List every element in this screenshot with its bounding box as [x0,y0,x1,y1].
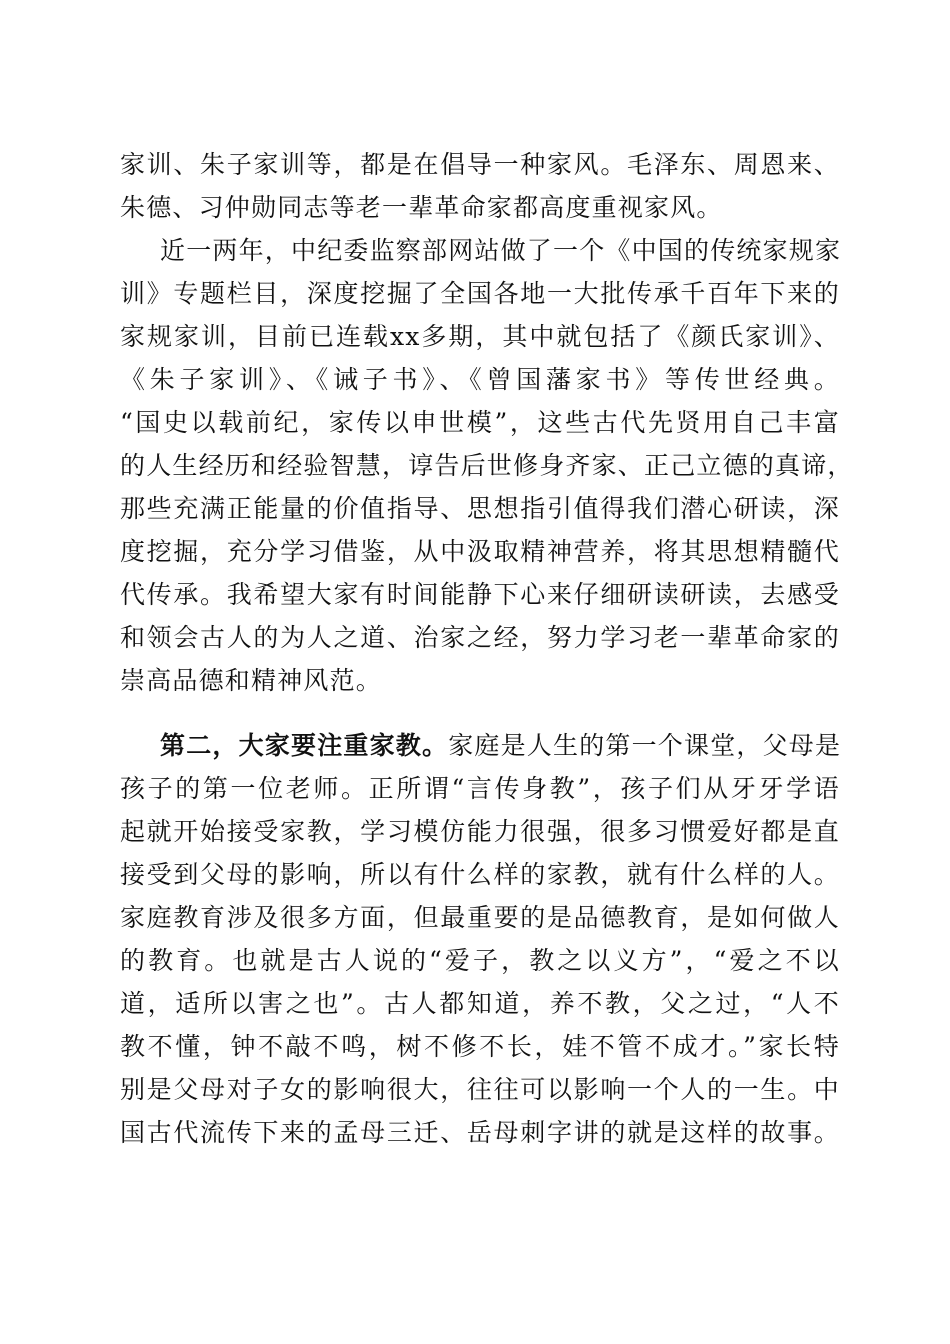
paragraph-2-line-4: 《朱子家训》、《诫子书》、《曾国藩家书》等传世经典。 [120,365,840,394]
paragraph-2-line-8: 度挖掘，充分学习借鉴，从中汲取精神营养，将其思想精髓代 [120,537,840,566]
paragraph-3-line-3: 起就开始接受家教，学习模仿能力很强，很多习惯爱好都是直 [120,817,840,846]
paragraph-3-line-10: 国古代流传下来的孟母三迁、岳母刺字讲的就是这样的故事。 [120,1118,840,1147]
paragraph-3-line-1 [160,726,840,766]
paragraph-3-line-1-text: 家庭是人生的第一个课堂，父母是 [448,731,842,760]
paragraph-2-line-3: 家规家训，目前已连载xx多期，其中就包括了《颜氏家训》、 [120,322,840,351]
paragraph-2-line-7: 那些充满正能量的价值指导、思想指引值得我们潜心研读，深 [120,494,840,523]
paragraph-2-line-9: 代传承。我希望大家有时间能静下心来仔细研读研读，去感受 [120,580,840,609]
paragraph-2-line-1: 近一两年，中纪委监察部网站做了一个《中国的传统家规家 [160,236,842,265]
paragraph-2-line-10: 和领会古人的为人之道、治家之经，努力学习老一辈革命家的 [120,623,840,652]
paragraph-3-line-8: 教不懂，钟不敲不鸣，树不修不长，娃不管不成才。”家长特 [120,1032,840,1061]
paragraph-3-line-4: 接受到父母的影响，所以有什么样的家教，就有什么样的人。 [120,860,840,889]
paragraph-1-line-2: 朱德、习仲勋同志等老一辈革命家都高度重视家风。 [120,193,723,222]
paragraph-3-line-2: 孩子的第一位老师。正所谓“言传身教”，孩子们从牙牙学语 [120,774,840,803]
paragraph-2-line-11: 崇高品德和精神风范。 [120,666,383,695]
paragraph-2-line-5: “国史以载前纪，家传以申世模”，这些古代先贤用自己丰富 [120,408,840,437]
paragraph-3-line-5: 家庭教育涉及很多方面，但最重要的是品德教育，是如何做人 [120,903,840,932]
paragraph-3-line-9: 别是父母对子女的影响很大，往往可以影响一个人的一生。中 [120,1075,840,1104]
paragraph-2-line-6: 的人生经历和经验智慧，谆告后世修身齐家、正己立德的真谛， [120,451,854,480]
paragraph-1-line-1: 家训、朱子家训等，都是在倡导一种家风。毛泽东、周恩来、 [120,150,840,179]
section-heading: 第二，大家要注重家教。 [160,731,449,760]
paragraph-3-line-6: 的教育。也就是古人说的“爱子，教之以义方”，“爱之不以 [120,946,840,975]
paragraph-3-line-7: 道，适所以害之也”。古人都知道，养不教，父之过，“人不 [120,989,840,1018]
paragraph-2-line-2: 训》专题栏目，深度挖掘了全国各地一大批传承千百年下来的 [120,279,840,308]
